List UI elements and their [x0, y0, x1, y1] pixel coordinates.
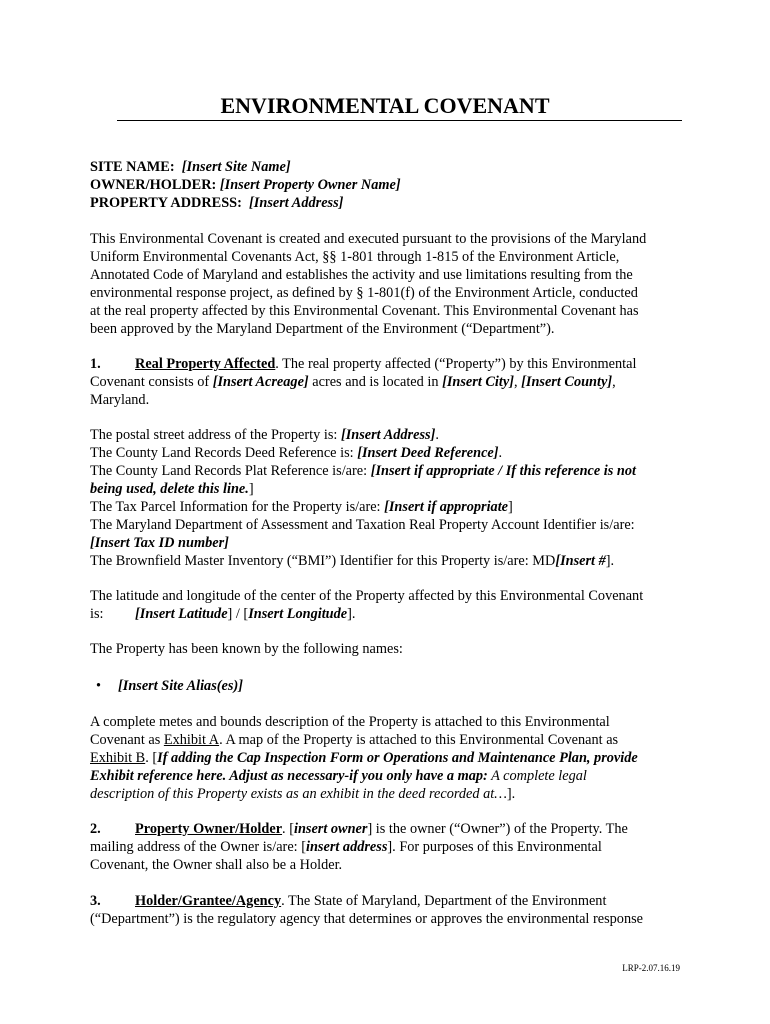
document-page: ENVIRONMENTAL COVENANT SITE NAME: [Insert Site Name] OWNER/HOLDER: [Insert Property Owner Name] PROPERTY ADDRESS: [Insert Address] This Environmental Covenant is created and executed pursuant to the provisions of the Maryland Uniform Environmental Covenants Act, §§ 1-801 through 1-815 of the Environment Article, Annotated Code of Maryland and establishes the activity and use limitations resulting from the environmental response project, as defined by § 1-801(f) of the Environment Article, conducted at the real property affected by this Environmental Covenant. This Environmental Covenant has been approved by the Maryland Department of the Environment (“Department”). 1. Real Property Affected. The real property affected (“Property”) by this Environmental Covenant consists of [Insert Acreage] acres and is located in [Insert City], [Insert County], Maryland. The postal street address of the Property is: [Insert Address]. The County Land Records Deed Reference is: [Insert Deed Reference]. The County Land Records Plat Reference is/are: [Insert if appropriate / If this reference is not being used, delete this line.] The Tax Parcel Information for the Property is/are: [Insert if appropriate] The Maryland Department of Assessment and Taxation Real Property Account Identifier is/are: [Insert Tax ID number] The Brownfield Master Inventory (“BMI”) Identifier for this Property is/are: MD[Insert #]. The latitude and longitude of the center of the Property affected by this Environmental Covenant is: [Insert Latitude] / [Insert Longitude]. The Property has been known by the following names: • [Insert Site Alias(es)] A complete metes and bounds description of the Property is attached to this Environmental Covenant as Exhibit A. A map of the Property is attached to this Environmental Covenant as Exhibit B. [If adding the Cap Inspection Form or Operations and Maintenance Plan, provide Exhibit reference here. Adjust as necessary-if you only have a map: A complete legal description of this Property exists as an exhibit in the deed recorded at…]. 2. Property Owner/Holder. [insert owner] is the owner (“Owner”) of the Property. The mailing address of the Owner is/are: [insert address]. For purposes of this Environmental Covenant, the Owner shall also be a Holder. 3. Holder/Grantee/Agency. The State of Maryland, Department of the Environment (“Department”) is the regulatory agency that determines or approves the environmental response LRP-2.07.16.19: [90, 93, 680, 973]
bullet-icon: •: [96, 678, 102, 694]
document-title: ENVIRONMENTAL COVENANT: [220, 93, 550, 118]
plat-reference-line: The County Land Records Plat Reference is/are: [Insert if appropriate / If this reference is not: [90, 463, 636, 479]
property-references: The postal street address of the Property is: [Insert Address]. The County Land Records Deed Reference is: [Insert Deed Reference]. The County Land Records Plat Reference is/are: [Insert if appropriate / If this reference is not being used, delete this line.] The Tax Parcel Information for the Property is/are: [Insert if appropriate] The Maryland Department of Assessment and Taxation Real Property Account Identifier is/are: [Insert Tax ID number] The Brownfield Master Inventory (“BMI”) Identifier for this Property is/are: MD[Insert #].: [90, 426, 680, 570]
section-2: 2. Property Owner/Holder. [insert owner] is the owner (“Owner”) of the Property. The mailing address of the Owner is/are: [insert address]. For purposes of this Environmental Covenant, the Owner shall also be a Holder.: [90, 821, 628, 873]
lat-long-paragraph: The latitude and longitude of the center of the Property affected by this Environmental Covenant is: [Insert Latitude] / [Insert Longitude].: [90, 588, 644, 622]
owner-holder-line: OWNER/HOLDER: [Insert Property Owner Name]: [90, 177, 401, 193]
header-fields: [90, 158, 680, 212]
section-1-number: 1.: [90, 356, 101, 372]
title-rule: [117, 120, 682, 121]
section-2-heading: Property Owner/Holder: [135, 821, 283, 837]
bmi-identifier-line: The Brownfield Master Inventory (“BMI”) Identifier for this Property is/are: MD[Insert #].: [90, 553, 615, 569]
section-2-number: 2.: [90, 821, 101, 837]
tax-parcel-line: The Tax Parcel Information for the Property is/are: [Insert if appropriate]: [90, 499, 513, 515]
section-1-heading: Real Property Affected: [135, 356, 276, 372]
site-name-line: SITE NAME: [Insert Site Name]: [90, 159, 291, 175]
metes-bounds-paragraph: A complete metes and bounds description of the Property is attached to this Environmental Covenant as Exhibit A. A map of the Property is attached to this Environmental Covenant as Exhibit B. [If adding the Cap Inspection Form or Operations and Maintenance Plan, provide Exhibit reference here. Adjust as necessary-if you only have a map: A complete legal description of this Property exists as an exhibit in the deed recorded at…].: [90, 714, 638, 802]
property-address-line: PROPERTY ADDRESS: [Insert Address]: [90, 195, 344, 211]
form-revision-footer: LRP-2.07.16.19: [622, 963, 680, 973]
section-3-number: 3.: [90, 893, 101, 909]
intro-paragraph: This Environmental Covenant is created and executed pursuant to the provisions of the Maryland Uniform Environmental Covenants Act, §§ 1-801 through 1-815 of the Environment Article, Annotated Code of Maryland and establishes the activity and use limitations resulting from the environmental response project, as defined by § 1-801(f) of the Environment Article, conducted at the real property affected by this Environmental Covenant. This Environmental Covenant has been approved by the Maryland Department of the Environment (“Department”).: [90, 231, 647, 337]
sdat-identifier-line: The Maryland Department of Assessment and Taxation Real Property Account Identifier is/are:: [90, 517, 635, 533]
exhibit-b-reference: Exhibit B: [90, 750, 146, 766]
postal-address-line: The postal street address of the Property is: [Insert Address].: [90, 427, 439, 443]
deed-reference-line: The County Land Records Deed Reference is: [Insert Deed Reference].: [90, 445, 503, 461]
known-names-intro: The Property has been known by the following names:: [90, 641, 403, 657]
section-3-heading: Holder/Grantee/Agency: [135, 893, 282, 909]
section-3: 3. Holder/Grantee/Agency. The State of Maryland, Department of the Environment (“Department”) is the regulatory agency that determines or approves the environmental response: [90, 893, 643, 927]
exhibit-a-reference: Exhibit A: [163, 732, 220, 748]
section-1: 1. Real Property Affected. The real property affected (“Property”) by this Environmental Covenant consists of [Insert Acreage] acres and is located in [Insert City], [Insert County], Maryland.: [90, 356, 637, 408]
